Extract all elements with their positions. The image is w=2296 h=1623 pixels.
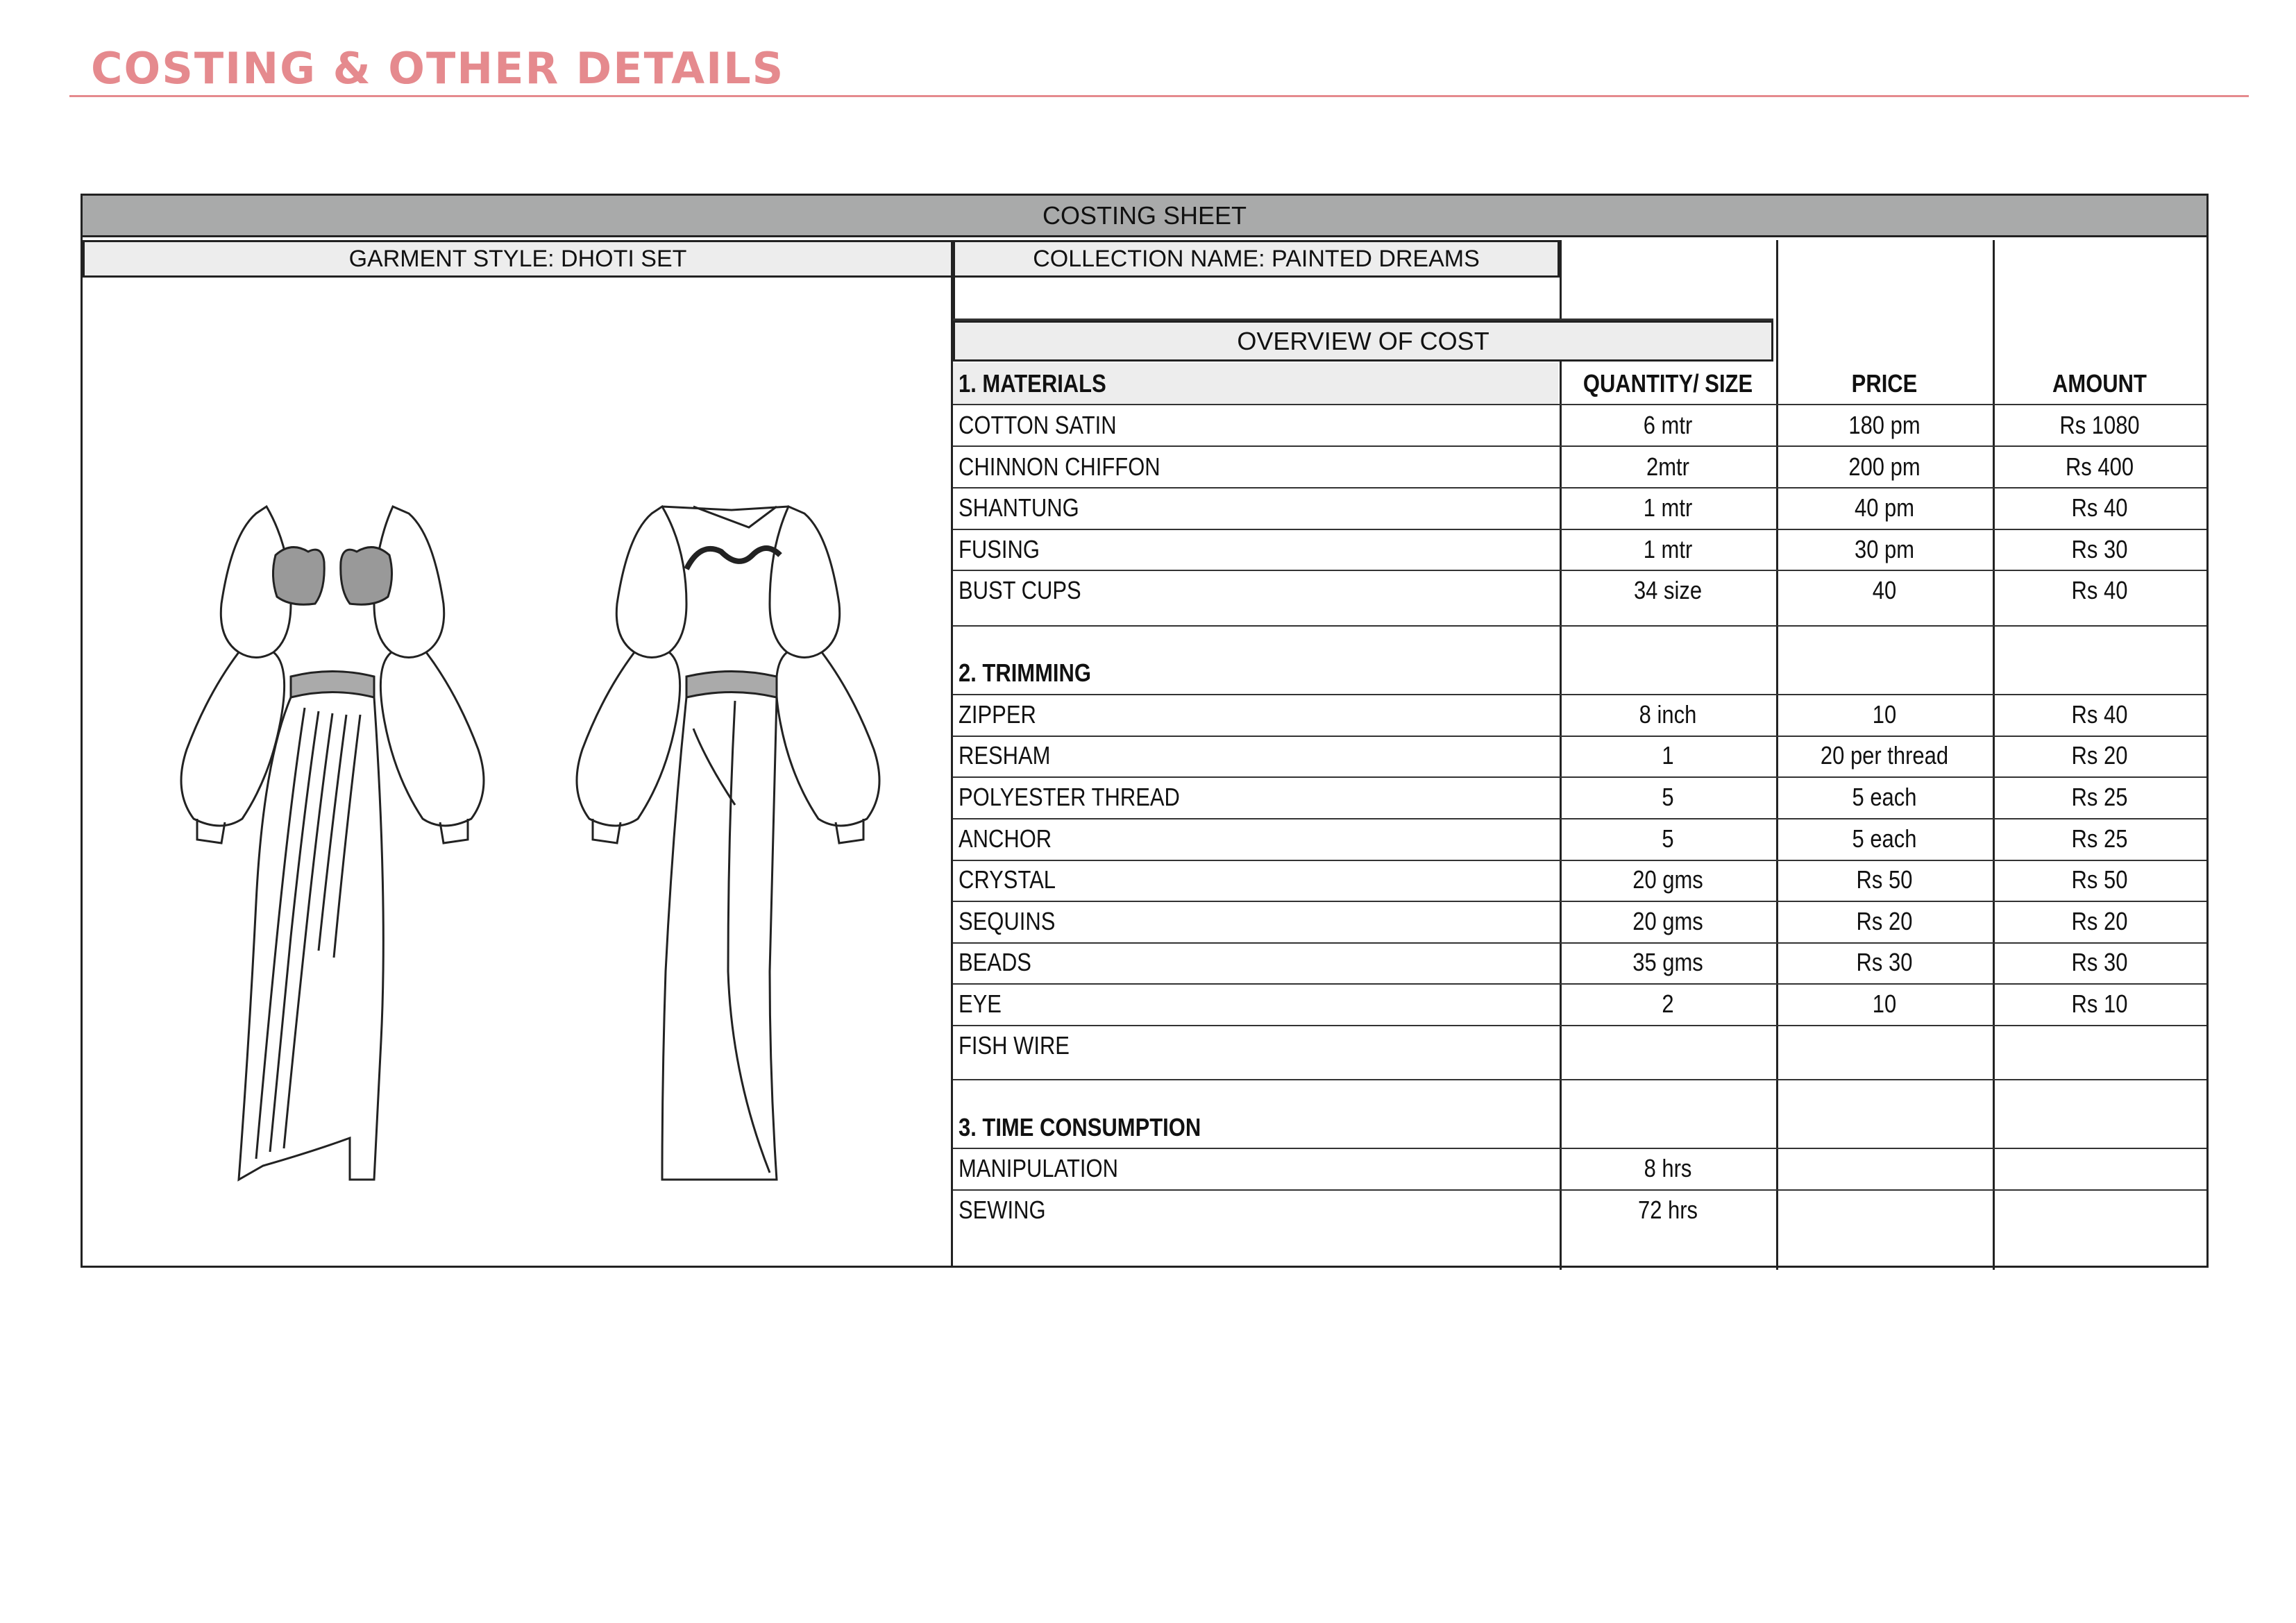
material-amount: Rs 1080 — [2059, 411, 2140, 439]
time-item: MANIPULATION — [959, 1154, 1118, 1182]
trimming-qty: 20 gms — [1632, 865, 1703, 894]
material-qty: 2mtr — [1646, 452, 1689, 481]
trimming-item: BEADS — [959, 948, 1031, 976]
trimming-amount: Rs 10 — [2071, 989, 2128, 1018]
costing-sheet-title: COSTING SHEET — [83, 196, 2206, 237]
trimming-qty: 20 gms — [1632, 907, 1703, 935]
trimming-amount: Rs 30 — [2071, 948, 2128, 976]
trimming-item: RESHAM — [959, 741, 1051, 770]
material-item: BUST CUPS — [959, 576, 1081, 604]
trimming-qty: 1 — [1662, 741, 1674, 770]
trimming-item: CRYSTAL — [959, 865, 1056, 894]
trimming-price: 5 each — [1852, 824, 1917, 853]
material-qty: 34 size — [1633, 576, 1703, 604]
trimming-item: POLYESTER THREAD — [959, 783, 1180, 811]
material-qty: 1 mtr — [1643, 535, 1693, 563]
trimming-amount: Rs 40 — [2071, 700, 2128, 729]
material-price: 200 pm — [1848, 452, 1921, 481]
garment-style-label: GARMENT STYLE: DHOTI SET — [83, 240, 953, 278]
time-consumption-section-title: 3. TIME CONSUMPTION — [959, 1113, 1201, 1141]
time-qty: 8 hrs — [1644, 1154, 1692, 1182]
trimming-qty: 2 — [1662, 989, 1674, 1018]
quantity-column-header: QUANTITY/ SIZE — [1582, 369, 1753, 398]
trimming-amount: Rs 20 — [2071, 741, 2128, 770]
material-price: 180 pm — [1848, 411, 1921, 439]
material-price: 40 — [1872, 576, 1897, 604]
material-item: COTTON SATIN — [959, 411, 1117, 439]
trimming-item: SEQUINS — [959, 907, 1056, 935]
material-qty: 1 mtr — [1643, 493, 1693, 522]
trimming-qty: 5 — [1662, 783, 1674, 811]
trimming-price: 5 each — [1852, 783, 1917, 811]
trimming-price: Rs 50 — [1856, 865, 1913, 894]
materials-section-title: 1. MATERIALS — [959, 369, 1106, 398]
trimming-price: 10 — [1872, 989, 1897, 1018]
trimming-amount: Rs 25 — [2071, 824, 2128, 853]
trimming-amount: Rs 20 — [2071, 907, 2128, 935]
collection-name-label: COLLECTION NAME: PAINTED DREAMS — [953, 240, 1560, 278]
title-divider — [69, 95, 2249, 97]
trimming-amount: Rs 50 — [2071, 865, 2128, 894]
material-qty: 6 mtr — [1643, 411, 1693, 439]
trimming-item: ANCHOR — [959, 824, 1052, 853]
trimming-section-title: 2. TRIMMING — [959, 658, 1091, 687]
material-item: CHINNON CHIFFON — [959, 452, 1160, 481]
material-item: FUSING — [959, 535, 1040, 563]
amount-column-header: AMOUNT — [2052, 369, 2147, 398]
material-price: 30 pm — [1854, 535, 1915, 563]
material-price: 40 pm — [1854, 493, 1915, 522]
overview-of-cost-header: OVERVIEW OF COST — [953, 321, 1773, 362]
material-amount: Rs 30 — [2071, 535, 2128, 563]
price-column-header: PRICE — [1851, 369, 1918, 398]
trimming-item: EYE — [959, 989, 1002, 1018]
time-item: SEWING — [959, 1196, 1046, 1224]
trimming-price: 10 — [1872, 700, 1897, 729]
front-view-sketch — [181, 507, 484, 1180]
costing-sheet-table — [81, 194, 2209, 1268]
trimming-price: Rs 20 — [1856, 907, 1913, 935]
trimming-price: Rs 30 — [1856, 948, 1913, 976]
trimming-item: ZIPPER — [959, 700, 1036, 729]
material-item: SHANTUNG — [959, 493, 1079, 522]
dhoti-set-flat-sketch — [83, 278, 950, 1268]
back-view-sketch — [577, 507, 879, 1180]
trimming-qty: 35 gms — [1632, 948, 1703, 976]
trimming-price: 20 per thread — [1820, 741, 1949, 770]
time-qty: 72 hrs — [1637, 1196, 1698, 1224]
material-amount: Rs 40 — [2071, 493, 2128, 522]
material-amount: Rs 40 — [2071, 576, 2128, 604]
garment-sketch-area — [83, 278, 953, 1268]
trimming-qty: 5 — [1662, 824, 1674, 853]
trimming-amount: Rs 25 — [2071, 783, 2128, 811]
trimming-item: FISH WIRE — [959, 1031, 1070, 1060]
page-title: COSTING & OTHER DETAILS — [91, 43, 785, 94]
trimming-qty: 8 inch — [1639, 700, 1697, 729]
material-amount: Rs 400 — [2065, 452, 2134, 481]
